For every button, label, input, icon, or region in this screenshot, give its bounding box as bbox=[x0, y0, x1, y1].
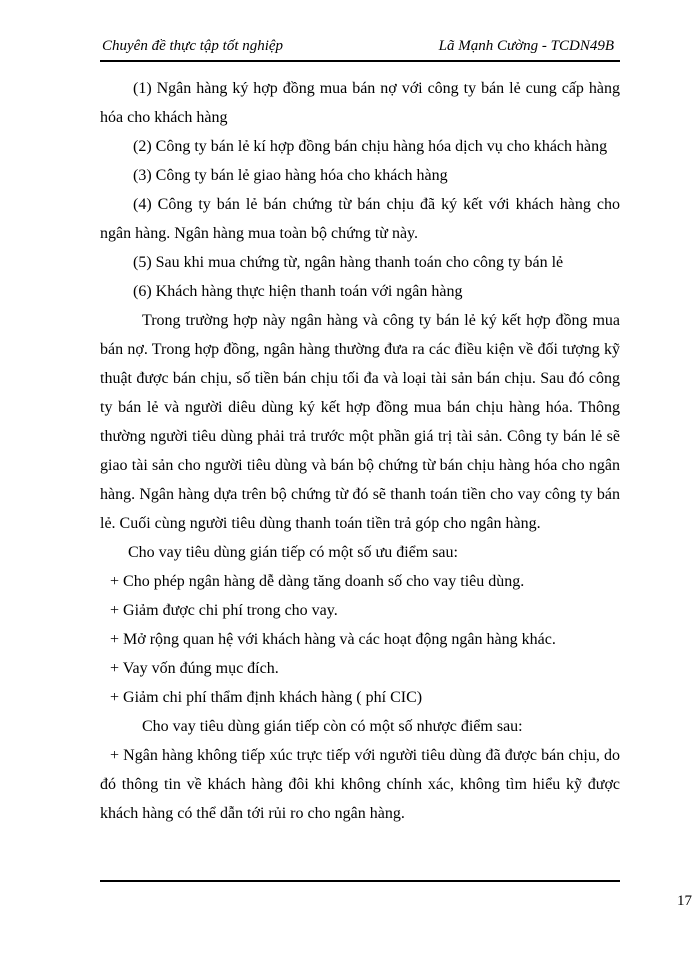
document-body bbox=[100, 74, 620, 828]
step-3-paragraph: (3) Công ty bán lẻ giao hàng hóa cho khách hàng bbox=[133, 167, 448, 184]
advantage-item: + Mở rộng quan hệ với khách hàng và các hoạt động ngân hàng khác. bbox=[110, 631, 556, 648]
step-4-paragraph: (4) Công ty bán lẻ bán chứng từ bán chịu đã ký kết với khách hàng cho ngân hàng. Ngân hàng mua toàn bộ chứng từ này. bbox=[100, 196, 620, 242]
advantages-heading: Cho vay tiêu dùng gián tiếp có một số ưu điểm sau: bbox=[128, 544, 458, 561]
explanation-paragraph: Trong trường hợp này ngân hàng và công ty bán lẻ ký kết hợp đồng mua bán nợ. Trong hợp đồng, ngân hàng thường đưa ra các điều kiện về đối tượng kỹ thuật được bán chịu, số tiền bán chịu tối đa và loại tài sản bán chịu. Sau đó công ty bán lẻ và người diêu dùng ký kết hợp đồng mua bán chịu hàng hóa. Thông thường người tiêu dùng phải trả trước một phần giá trị tài sản. Công ty bán lẻ sẽ giao tài sản cho người tiêu dùng và bán bộ chứng từ bán chịu hàng hóa cho ngân hàng. Ngân hàng dựa trên bộ chứng từ đó sẽ thanh toán tiền cho vay công ty bán lẻ. Cuối cùng người tiêu dùng thanh toán tiền trả góp cho ngân hàng. bbox=[100, 312, 620, 532]
header-author: Lã Mạnh Cường - TCDN49B bbox=[438, 38, 614, 54]
step-5-paragraph: (5) Sau khi mua chứng từ, ngân hàng thanh toán cho công ty bán lẻ bbox=[133, 254, 564, 271]
page-number: 17 bbox=[677, 893, 692, 909]
advantage-item: + Giảm chi phí thẩm định khách hàng ( phí CIC) bbox=[110, 689, 423, 706]
page-header bbox=[100, 34, 620, 62]
disadvantage-item: + Ngân hàng không tiếp xúc trực tiếp với người tiêu dùng đã được bán chịu, do đó thông tin về khách hàng đôi khi không chính xác, không tìm hiểu kỹ được khách hàng có thể dẫn tới rủi ro cho ngân hàng. bbox=[100, 747, 620, 822]
step-2-paragraph: (2) Công ty bán lẻ kí hợp đồng bán chịu hàng hóa dịch vụ cho khách hàng bbox=[133, 138, 608, 155]
advantage-item: + Cho phép ngân hàng dễ dàng tăng doanh số cho vay tiêu dùng. bbox=[110, 573, 525, 590]
advantage-item: + Vay vốn đúng mục đích. bbox=[110, 660, 279, 677]
step-6-paragraph: (6) Khách hàng thực hiện thanh toán với ngân hàng bbox=[133, 283, 463, 300]
header-document-title: Chuyên đề thực tập tốt nghiệp bbox=[102, 38, 284, 54]
footer-divider bbox=[100, 880, 620, 882]
step-1-paragraph: (1) Ngân hàng ký hợp đồng mua bán nợ với công ty bán lẻ cung cấp hàng hóa cho khách hàng bbox=[100, 80, 620, 126]
disadvantages-heading: Cho vay tiêu dùng gián tiếp còn có một số nhược điểm sau: bbox=[142, 718, 523, 735]
advantage-item: + Giảm được chi phí trong cho vay. bbox=[110, 602, 338, 619]
